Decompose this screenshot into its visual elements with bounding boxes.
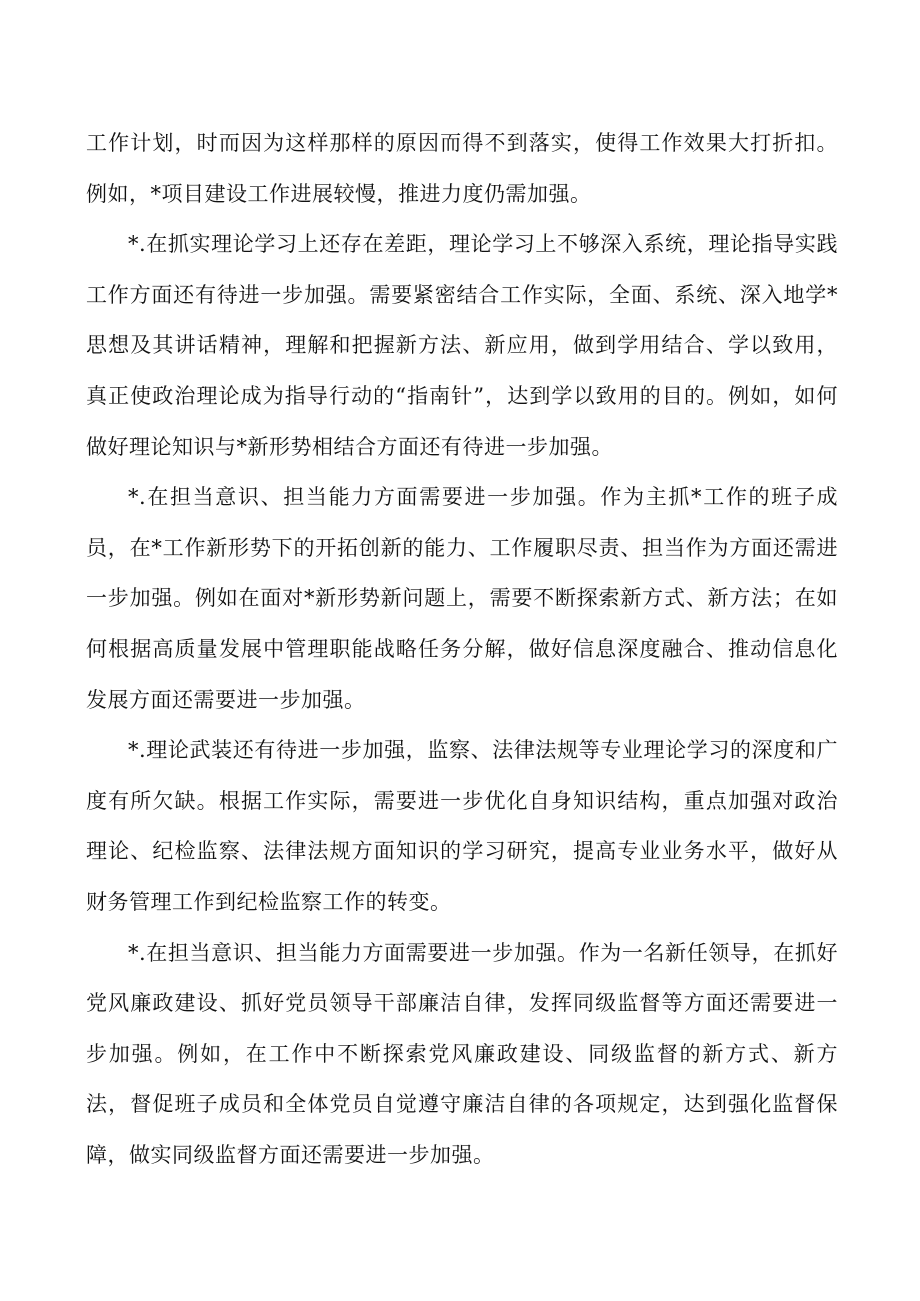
paragraph-responsibility: *.在担当意识、担当能力方面需要进一步加强。作为主抓*工作的班子成员，在*工作新形势下的开拓创新的能力、工作履职尽责、担当作为方面还需进一步加强。例如在面对*新形势新问题上，需要不断探索新方式、新方法；在如何根据高质量发展中管理职能战略任务分解，做好信息深度融合、推动信息化发展方面还需要进一步加强。 — [86, 485, 838, 712]
paragraph-integrity-supervision: *.在担当意识、担当能力方面需要进一步加强。作为一名新任领导，在抓好党风廉政建设、抓好党员领导干部廉洁自律，发挥同级监督等方面还需要进一步加强。例如，在工作中不断探索党风廉政建设、同级监督的新方式、新方法，督促班子成员和全体党员自觉遵守廉洁自律的各项规定，达到强化监督保障，做实同级监督方面还需要进一步加强。 — [86, 940, 838, 1167]
paragraph-continuation: 工作计划，时而因为这样那样的原因而得不到落实，使得工作效果大打折扣。例如，*项目建设工作进展较慢，推进力度仍需加强。 — [86, 131, 838, 206]
paragraph-theory-armament: *.理论武装还有待进一步加强，监察、法律法规等专业理论学习的深度和广度有所欠缺。根据工作实际，需要进一步优化自身知识结构，重点加强对政治理论、纪检监察、法律法规方面知识的学习研究，提高专业业务水平，做好从财务管理工作到纪检监察工作的转变。 — [86, 738, 838, 914]
document-body — [86, 118, 838, 1180]
paragraph-theory-study: *.在抓实理论学习上还存在差距，理论学习上不够深入系统，理论指导实践工作方面还有待进一步加强。需要紧密结合工作实际，全面、系统、深入地学*思想及其讲话精神，理解和把握新方法、新应用，做到学用结合、学以致用，真正使政治理论成为指导行动的“指南针”，达到学以致用的目的。例如，如何做好理论知识与*新形势相结合方面还有待进一步加强。 — [86, 232, 838, 459]
